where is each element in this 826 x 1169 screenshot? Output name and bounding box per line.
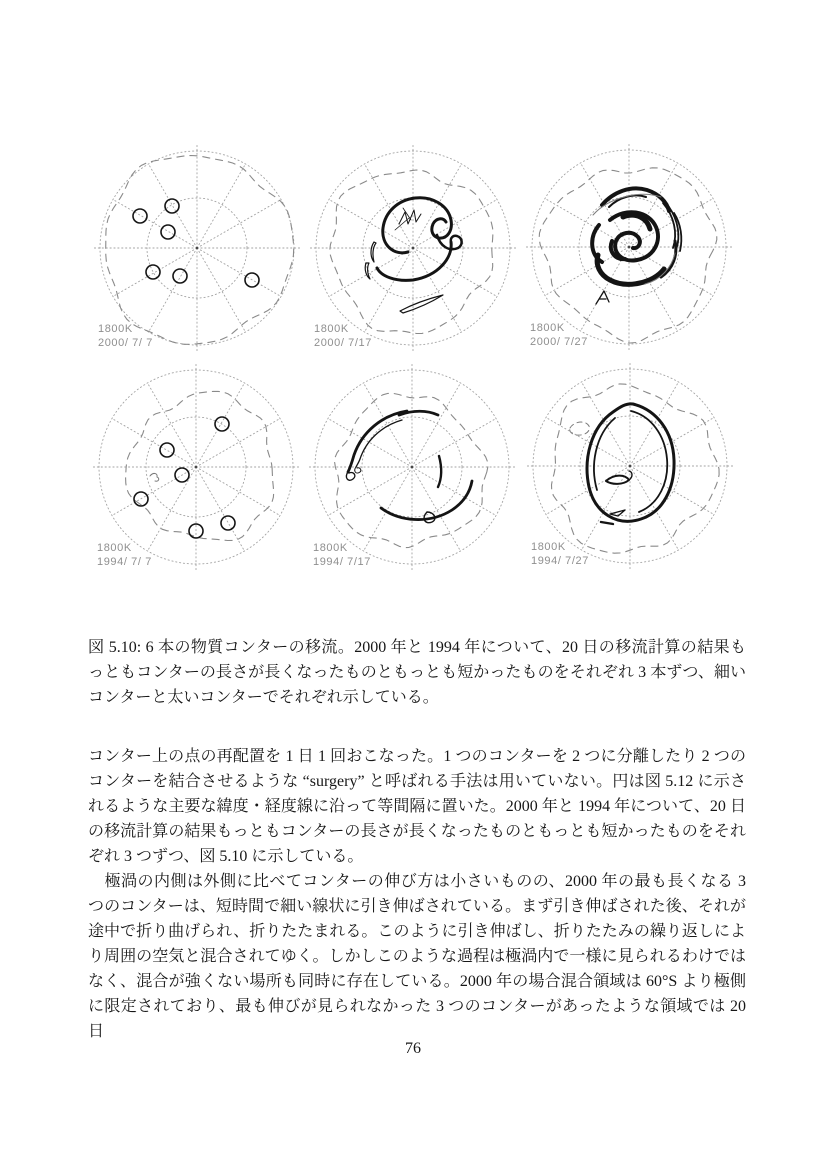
panel-label-date: 1994/ 7/ 7 [97, 556, 152, 568]
material-contour [438, 456, 441, 487]
grid-spoke [365, 248, 414, 332]
grid-spoke [412, 383, 461, 467]
grid-spoke [112, 419, 196, 468]
grid-spoke [328, 419, 412, 468]
figure-panel [89, 138, 305, 358]
body-text [88, 744, 746, 1044]
material-contour [596, 291, 609, 304]
coastline [126, 391, 274, 540]
pole-dot [628, 246, 631, 249]
grid-spoke [149, 164, 198, 248]
material-contour [601, 522, 613, 524]
grid-spoke [196, 419, 280, 468]
figure-panel [521, 137, 737, 357]
material-contour-circle [165, 199, 179, 213]
grid-spoke [328, 467, 412, 516]
panel-label-date: 2000/ 7/27 [530, 336, 588, 348]
polar-plot [89, 138, 305, 358]
grid-spoke [365, 164, 414, 248]
grid-spoke [197, 164, 246, 248]
polar-plot [522, 356, 738, 576]
material-contour-circle [146, 265, 160, 279]
material-contour [395, 208, 411, 230]
pole-dot [629, 465, 632, 468]
material-contour-circle [221, 516, 235, 530]
coastline [335, 393, 488, 547]
material-contour [400, 295, 443, 313]
pole-dot [411, 466, 414, 469]
grid-spoke [629, 247, 713, 296]
material-contour [610, 212, 658, 260]
material-contour [346, 472, 354, 480]
polar-plot [521, 137, 737, 357]
panel-label-date: 2000/ 7/17 [314, 337, 372, 349]
body-paragraph: 極渦の内側は外側に比べてコンターの伸び方は小さいものの、2000 年の最も長くなる 3 つのコンターは、短時間で細い線状に引き伸ばされている。まず引き伸ばされた後、それが途中で折り曲げられ、折りたたまれる。このように引き伸ばし、折りたたみの繰り返しにより周囲の空気と混合されてゆく。しかしこのような過程は極渦内で一様に見られるわけではなく、混合が強くない場所も同時に存在している。2000 年の場合混合領域は 60°S より極側に限定されており、最も伸びが見られなかった 3 つのコンターがあったような領域では 20 日 [88, 873, 746, 1040]
grid-spoke [197, 200, 281, 249]
panel-label-level: 1800K [530, 322, 565, 334]
pole-dot [196, 247, 199, 250]
material-contour [587, 404, 674, 521]
grid-spoke [197, 248, 246, 332]
panel-label-level: 1800K [98, 323, 133, 335]
material-contour [592, 225, 602, 262]
polar-plot [88, 357, 304, 577]
material-contour-circle [133, 209, 147, 223]
body-paragraph: コンター上の点の再配置を 1 日 1 回おこなった。1 つのコンターを 2 つに分離したり 2 つのコンターを結合させるような “surgery” と呼ばれる手法は用いていない。円は図 5.12 に示されるような主要な緯度・経度線に沿って等間隔に置いた。2000 年と 1994 年について、20 日の移流計算の結果もっともコンターの長さが長くなったものともっとも短かったものをそれぞれ 3 つずつ、図 5.10 に示している。 [88, 748, 746, 865]
material-contour [399, 210, 421, 224]
material-contour [371, 242, 376, 262]
panel-label-date: 2000/ 7/ 7 [98, 337, 153, 349]
material-contour [355, 467, 361, 473]
page-number: 76 [405, 1040, 421, 1057]
material-contour [365, 263, 370, 279]
grid-spoke [196, 383, 245, 467]
coastline [539, 168, 717, 343]
grid-spoke [113, 200, 197, 249]
figure-panel [88, 357, 304, 577]
material-contour [631, 411, 667, 512]
figure-panel [304, 357, 520, 577]
material-contour-circle [161, 225, 175, 239]
material-contour [606, 476, 629, 484]
material-contour-circle [160, 443, 174, 457]
coastline [106, 156, 294, 345]
grid-spoke [413, 200, 497, 249]
grid-spoke [364, 467, 413, 551]
grid-spoke [113, 248, 197, 297]
polar-plot [304, 357, 520, 577]
figure-panel [305, 138, 521, 358]
material-contour-circle [173, 269, 187, 283]
panel-label-date: 1994/ 7/17 [313, 556, 371, 568]
pole-dot [195, 466, 198, 469]
material-contour [602, 188, 669, 211]
grid-spoke [112, 467, 196, 516]
panel-label-level: 1800K [314, 323, 349, 335]
grid-spoke [364, 383, 413, 467]
material-contour [609, 195, 646, 207]
grid-spoke [197, 248, 281, 297]
panel-label-level: 1800K [531, 541, 566, 553]
panel-label-level: 1800K [313, 542, 348, 554]
grid-spoke [413, 248, 497, 297]
grid-spoke [329, 200, 413, 249]
grid-spoke [149, 248, 198, 332]
grid-spoke [412, 419, 496, 468]
panel-label-level: 1800K [97, 542, 132, 554]
grid-spoke [630, 466, 714, 515]
figure-caption: 図 5.10: 6 本の物質コンターの移流。2000 年と 1994 年について、20 日の移流計算の結果もっともコンターの長さが長くなったものともっとも短かったものをそれぞれ 3 本ずつ、細いコンターと太いコンターでそれぞれ示している。 [88, 639, 746, 706]
grid-spoke [630, 382, 679, 466]
coastline [552, 384, 720, 553]
figure-panel [522, 356, 738, 576]
polar-plot [305, 138, 521, 358]
material-contour [399, 411, 438, 415]
grid-spoke [413, 248, 462, 332]
material-contour [629, 471, 632, 480]
pole-dot [412, 247, 415, 250]
panel-label-date: 1994/ 7/27 [531, 555, 589, 567]
grid-spoke [148, 467, 197, 551]
material-contour [150, 473, 159, 481]
